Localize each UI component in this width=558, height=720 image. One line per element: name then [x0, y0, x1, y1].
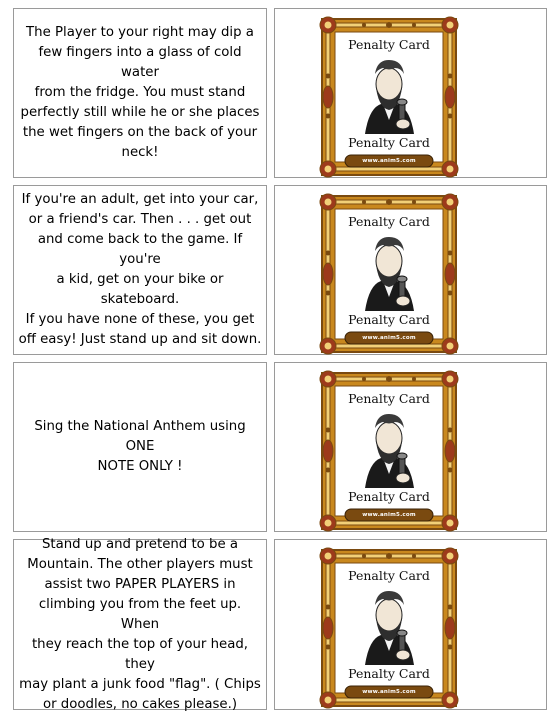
penalty-card-cell — [274, 362, 547, 532]
card-url: www.anim5.com — [362, 689, 416, 695]
card-title: Penalty Card — [348, 37, 430, 52]
penalty-card-image — [319, 547, 459, 709]
card-footer: Penalty Card — [348, 135, 430, 150]
card-title: Penalty Card — [348, 568, 430, 583]
rule-text: Stand up and pretend to be a Mountain. The other players must assist two PAPER PLAYERS in climbing you from the feet up. When they reach the top of your head, they may plant a junk food "flag". ( Chips or doodles, no cakes please.) — [19, 536, 261, 712]
penalty-card-cell — [274, 8, 547, 178]
rule-text: Sing the National Anthem using ONE NOTE ONLY ! — [34, 419, 246, 474]
card-footer: Penalty Card — [348, 312, 430, 327]
penalty-card-image — [319, 16, 459, 178]
card-url: www.anim5.com — [362, 335, 416, 341]
penalty-card-image — [319, 370, 459, 532]
penalty-card-cell — [274, 185, 547, 355]
card-footer: Penalty Card — [348, 489, 430, 504]
card-title: Penalty Card — [348, 391, 430, 406]
rule-cell — [13, 536, 267, 712]
card-url: www.anim5.com — [362, 158, 416, 164]
rule-cell — [13, 362, 267, 532]
rule-text: The Player to your right may dip a few fingers into a glass of cold water from the fridge. You must stand perfectly still while he or she places the wet fingers on the back of your neck! — [20, 25, 260, 160]
rule-text: If you're an adult, get into your car, or a friend's car. Then . . . get out and come back to the game. If you're a kid, get on your bike or skateboard. If you have none of these, you get off easy! Just stand up and sit down. — [18, 192, 262, 347]
card-row — [0, 536, 558, 712]
penalty-card-image — [319, 193, 459, 355]
card-row — [0, 8, 558, 178]
card-row — [0, 185, 558, 355]
card-title: Penalty Card — [348, 214, 430, 229]
card-footer: Penalty Card — [348, 666, 430, 681]
card-row — [0, 362, 558, 532]
rule-cell — [13, 8, 267, 178]
penalty-card-cell — [274, 539, 547, 710]
card-url: www.anim5.com — [362, 512, 416, 518]
rule-cell — [13, 185, 267, 355]
